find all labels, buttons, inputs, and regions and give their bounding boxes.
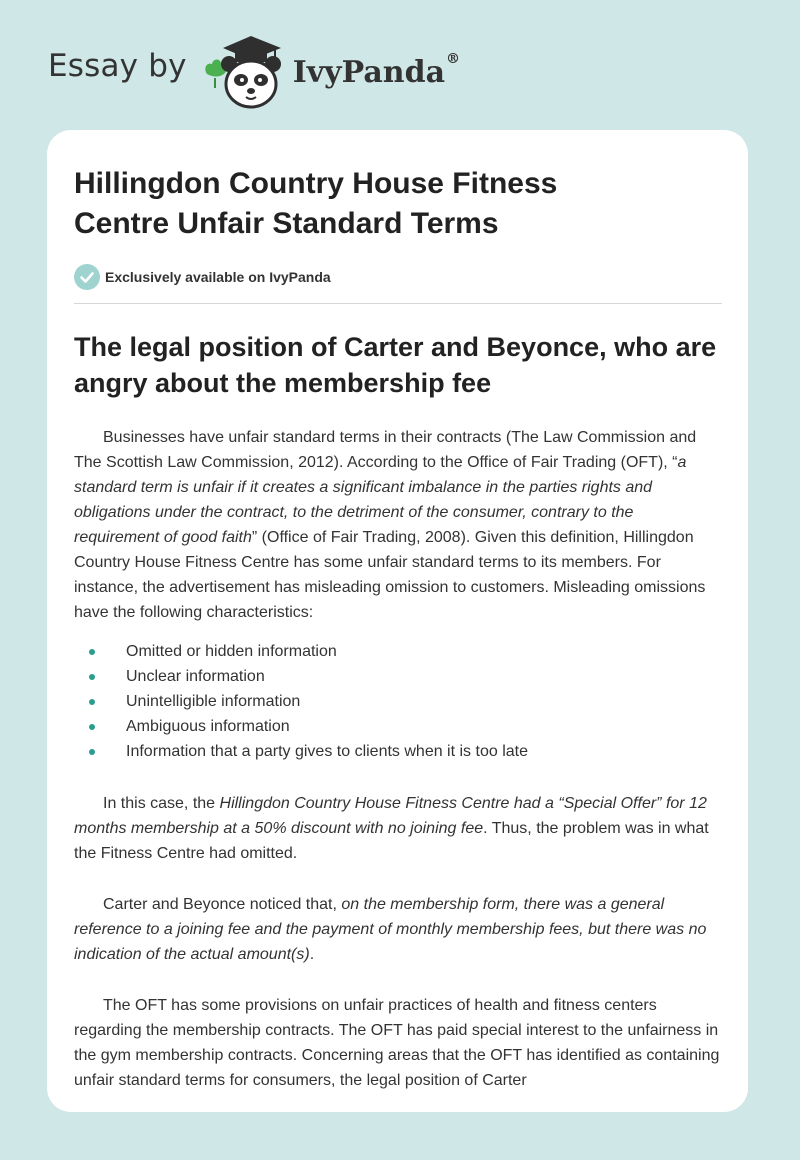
brand-prefix: Essay by [48, 48, 187, 84]
list-item: Ambiguous information [74, 714, 722, 739]
divider [74, 303, 722, 304]
page-title: Hillingdon Country House Fitness Centre Unfair Standard Terms [74, 167, 558, 240]
list-item: Unclear information [74, 664, 722, 689]
site-brand[interactable] [48, 30, 460, 110]
essay-card [47, 130, 748, 1112]
list-item: Information that a party gives to clients when it is too late [74, 739, 722, 764]
brand-name: IvyPanda® [292, 50, 461, 90]
badge-text: Exclusively available on IvyPanda [105, 269, 331, 285]
paragraph-intro: Businesses have unfair standard terms in their contracts (The Law Commission and The Scottish Law Commission, 2012). According to the Office of Fair Trading (OFT), “a standard term is unfair if it creates a significant imbalance in the parties rights and obligations under the contract, to the detriment of the consumer, contrary to the requirement of good faith” (Office of Fair Trading, 2008). Given this definition, Hillingdon Country House Fitness Centre has some unfair standard terms to its members. For instance, the advertisement has misleading omission to customers. Misleading omissions have the following characteristics: [74, 429, 706, 621]
section-heading: The legal position of Carter and Beyonce, who are angry about the membership fee [74, 332, 717, 398]
exclusive-badge [74, 264, 722, 290]
oft-definition-quote: a standard term is unfair if it creates a significant imbalance in the parties rights and obligations under the contract, to the detriment of the consumer, contrary to the requirement of good faith [74, 454, 687, 546]
panda-logo-icon [201, 30, 287, 110]
list-item: Omitted or hidden information [74, 639, 722, 664]
paragraph-membership-form: Carter and Beyonce noticed that, on the membership form, there was a general reference to a joining fee and the payment of monthly membership fees, but there was no indication of the actual amount(s). [74, 896, 707, 963]
list-item: Unintelligible information [74, 689, 722, 714]
omissions-list [74, 639, 722, 764]
check-circle-icon [74, 264, 100, 290]
paragraph-special-offer: In this case, the Hillingdon Country House Fitness Centre had a “Special Offer” for 12 months membership at a 50% discount with no joining fee. Thus, the problem was in what the Fitness Centre had omitted. [74, 795, 709, 862]
paragraph-oft-provisions: The OFT has some provisions on unfair practices of health and fitness centers regarding the membership contracts. The OFT has paid special interest to the unfairness in the gym membership contracts. Concerning areas that the OFT has identified as containing unfair standard terms for consumers, the legal position of Carter [74, 997, 720, 1089]
